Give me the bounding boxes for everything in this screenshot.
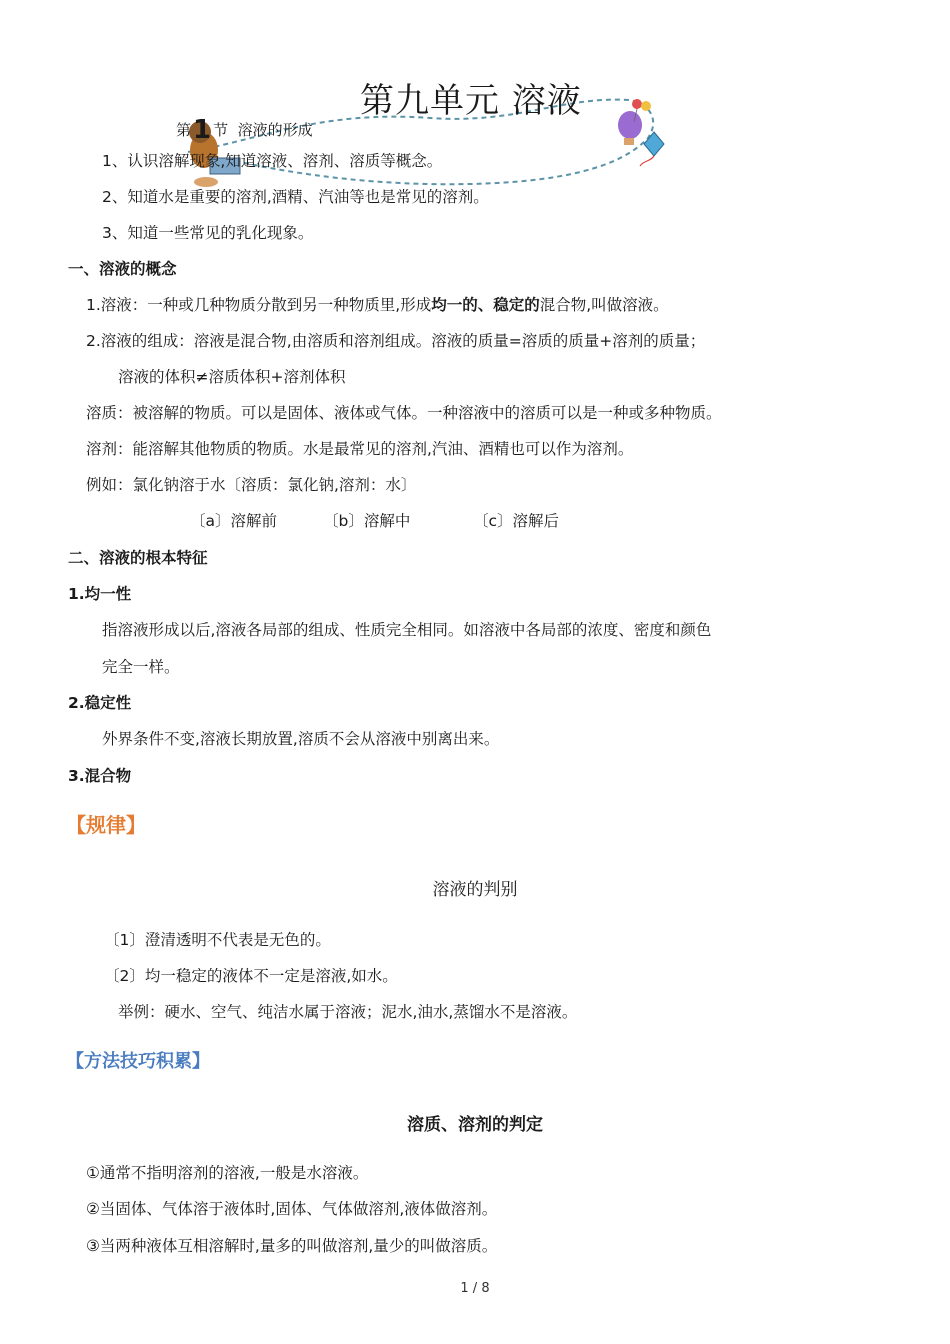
method-heading: 【方法技巧积累】 bbox=[66, 1051, 210, 1072]
section-number: 1 bbox=[193, 115, 212, 145]
rule-item-3: 举例：硬水、空气、纯洁水属于溶液；泥水,油水,蒸馏水不是溶液。 bbox=[118, 1003, 578, 1021]
method-subtitle: 溶质、溶剂的判定 bbox=[407, 1115, 543, 1135]
rule-heading: 【规律】 bbox=[66, 813, 146, 837]
objective-1: 1、认识溶解现象,知道溶液、溶剂、溶质等概念。 bbox=[102, 152, 443, 170]
part2-heading: 二、溶液的根本特征 bbox=[68, 549, 208, 567]
definition-text-pre: 1.溶液：一种或几种物质分散到另一种物质里,形成 bbox=[86, 296, 432, 314]
caption-before: 〔a〕溶解前 bbox=[190, 512, 277, 530]
solution-definition bbox=[86, 295, 669, 315]
rule-item-2: 〔2〕均一稳定的液体不一定是溶液,如水。 bbox=[104, 967, 398, 985]
solution-volume: 溶液的体积≠溶质体积+溶剂体积 bbox=[118, 368, 346, 386]
section-name: 溶液的形成 bbox=[237, 121, 313, 139]
solution-composition: 2.溶液的组成：溶液是混合物,由溶质和溶剂组成。溶液的质量=溶质的质量+溶剂的质量； bbox=[86, 332, 706, 350]
caption-during: 〔b〕溶解中 bbox=[323, 512, 411, 530]
objective-3: 3、知道一些常见的乳化现象。 bbox=[102, 224, 314, 242]
method-item-3: ③当两种液体互相溶解时,量多的叫做溶剂,量少的叫做溶质。 bbox=[86, 1237, 498, 1255]
balloon-icon bbox=[618, 99, 651, 145]
section-suffix: 节 bbox=[213, 121, 229, 139]
definition-text-post: 混合物,叫做溶液。 bbox=[539, 296, 669, 314]
homogeneity-text-1: 指溶液形成以后,溶液各局部的组成、性质完全相同。如溶液中各局部的浓度、密度和颜色 bbox=[102, 621, 712, 639]
example-line: 例如：氯化钠溶于水〔溶质：氯化钠,溶剂：水〕 bbox=[86, 476, 417, 494]
definition-text-bold: 均一的、稳定的 bbox=[431, 296, 540, 314]
method-item-1: ①通常不指明溶剂的溶液,一般是水溶液。 bbox=[86, 1164, 369, 1182]
caption-after: 〔c〕溶解后 bbox=[473, 512, 560, 530]
method-item-2: ②当固体、气体溶于液体时,固体、气体做溶剂,液体做溶剂。 bbox=[86, 1200, 498, 1218]
section-prefix: 第 bbox=[176, 121, 192, 139]
objective-2: 2、知道水是重要的溶剂,酒精、汽油等也是常见的溶剂。 bbox=[102, 188, 489, 206]
page-number: 1 / 8 bbox=[460, 1281, 490, 1296]
mixture-heading: 3.混合物 bbox=[68, 767, 132, 785]
section-heading bbox=[176, 115, 313, 145]
homogeneity-text-2: 完全一样。 bbox=[102, 658, 180, 676]
page-title: 第九单元 溶液 bbox=[360, 81, 582, 121]
solute-definition: 溶质：被溶解的物质。可以是固体、液体或气体。一种溶液中的溶质可以是一种或多种物质。 bbox=[86, 404, 722, 422]
kite-icon bbox=[640, 132, 664, 166]
stability-heading: 2.稳定性 bbox=[68, 694, 132, 712]
homogeneity-heading: 1.均一性 bbox=[68, 585, 132, 603]
solvent-definition: 溶剂：能溶解其他物质的物质。水是最常见的溶剂,汽油、酒精也可以作为溶剂。 bbox=[86, 440, 634, 458]
stability-text: 外界条件不变,溶液长期放置,溶质不会从溶液中别离出来。 bbox=[102, 730, 500, 748]
part1-heading: 一、溶液的概念 bbox=[68, 260, 177, 278]
rule-subtitle: 溶液的判别 bbox=[432, 880, 518, 900]
rule-item-1: 〔1〕澄清透明不代表是无色的。 bbox=[104, 931, 331, 949]
